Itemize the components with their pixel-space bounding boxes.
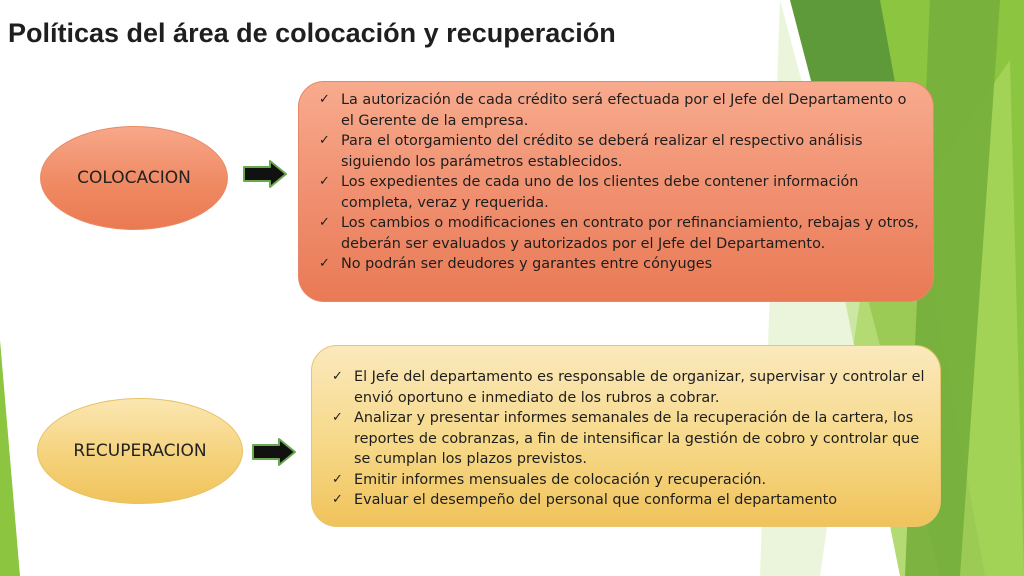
colocacion-policy-list [317, 90, 919, 275]
arrow-right-icon [242, 159, 288, 189]
check-icon: ✓ [319, 133, 330, 148]
policy-text: Emitir informes mensuales de colocación y recuperación. [354, 471, 767, 488]
policy-text: Evaluar el desempeño del personal que conforma el departamento [354, 492, 838, 508]
slide-title: Políticas del área de colocación y recuperación [8, 18, 616, 48]
policy-text: No podrán ser deudores y garantes entre cónyuges [341, 256, 713, 272]
list-item [317, 213, 919, 254]
policy-text: Los cambios o modificaciones en contrato por refinanciamiento, rebajas y otros, deberán ser evaluados y autorizados por el Jefe del Departamento. [341, 215, 919, 252]
policy-text: Analizar y presentar informes semanales de la recuperación de la cartera, los reportes de cobranzas, a fin de intensificar la gestión de cobro y controlar que se cumplan los plazos previstos. [354, 410, 920, 467]
check-icon: ✓ [319, 256, 330, 271]
recuperacion-policy-list [330, 367, 926, 511]
policy-text: La autorización de cada crédito será efectuada por el Jefe del Departamento o el Gerente de la empresa. [341, 92, 907, 129]
list-item [330, 408, 926, 470]
colocacion-oval [40, 126, 228, 230]
list-item [330, 367, 926, 408]
list-item [317, 131, 919, 172]
recuperacion-label: RECUPERACION [73, 441, 207, 461]
list-item [317, 254, 919, 275]
check-icon: ✓ [332, 410, 343, 425]
colocacion-label: COLOCACION [77, 168, 191, 188]
left-green-sliver [0, 340, 20, 576]
list-item [317, 172, 919, 213]
recuperacion-policies-box [311, 345, 941, 527]
check-icon: ✓ [319, 174, 330, 189]
check-icon: ✓ [319, 92, 330, 107]
arrow-right-icon [251, 437, 297, 467]
list-item [330, 470, 926, 491]
check-icon: ✓ [332, 369, 343, 384]
list-item [330, 490, 926, 511]
colocacion-policies-box [298, 81, 934, 302]
policy-text: El Jefe del departamento es responsable de organizar, supervisar y controlar el envió oportuno e inmediato de los rubros a cobrar. [354, 369, 925, 406]
list-item [317, 90, 919, 131]
policy-text: Los expedientes de cada uno de los clientes debe contener información completa, veraz y requerida. [341, 174, 859, 211]
check-icon: ✓ [332, 471, 343, 487]
check-icon: ✓ [319, 215, 330, 230]
check-icon: ✓ [332, 492, 343, 507]
recuperacion-oval [37, 398, 243, 504]
policy-text: Para el otorgamiento del crédito se deberá realizar el respectivo análisis siguiendo los parámetros establecidos. [341, 133, 863, 170]
